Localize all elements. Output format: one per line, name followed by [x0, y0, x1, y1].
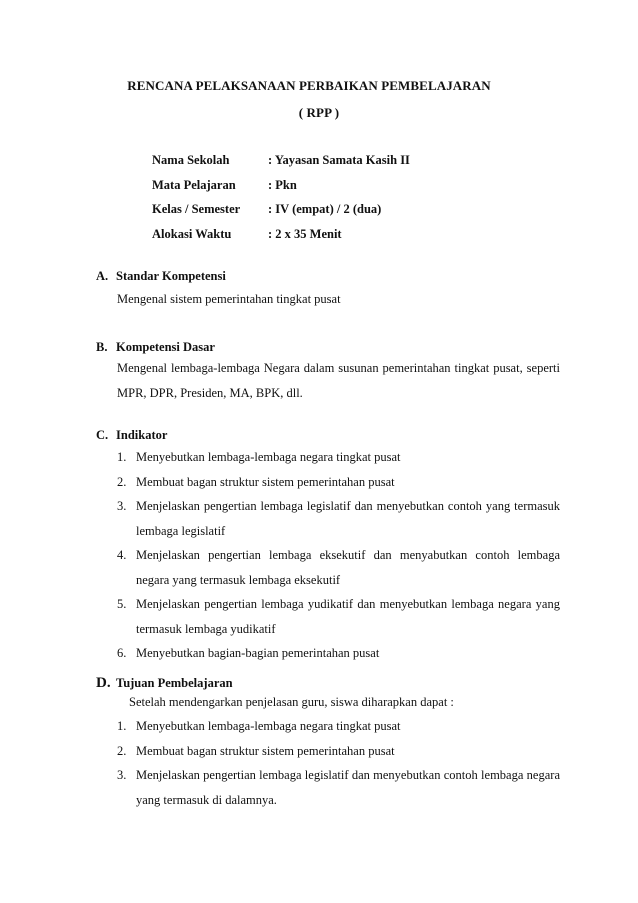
section-letter: D. — [96, 675, 111, 691]
list-text: Menyebutkan bagian-bagian pemerintahan pusat — [136, 646, 380, 660]
list-item — [117, 494, 560, 543]
section-a-text: Mengenal sistem pemerintahan tingkat pusat — [117, 292, 341, 306]
list-number: 5. — [117, 597, 127, 611]
section-title: Standar Kompetensi — [116, 269, 226, 283]
info-label: Nama Sekolah — [152, 153, 230, 167]
list-number: 3. — [117, 499, 127, 513]
list-item — [117, 739, 560, 764]
info-value: : Pkn — [268, 177, 297, 192]
section-letter: C. — [96, 428, 109, 442]
list-item — [117, 763, 560, 812]
info-label: Alokasi Waktu — [152, 226, 232, 241]
list-text: Menjelaskan pengertian lembaga legislatif dan menyebutkan contoh yang termasuk lembaga legislatif — [136, 499, 560, 538]
list-text: Menyebutkan lembaga-lembaga negara tingkat pusat — [136, 450, 401, 464]
section-b-text: Mengenal lembaga-lembaga Negara dalam susunan pemerintahan tingkat pusat, seperti MPR, DPR, Presiden, MA, BPK, dll. — [117, 361, 560, 400]
info-value: : 2 x 35 Menit — [268, 226, 342, 241]
list-number: 3. — [117, 768, 127, 782]
info-value: : IV (empat) / 2 (dua) — [268, 202, 382, 216]
list-number: 4. — [117, 548, 127, 562]
list-number: 6. — [117, 646, 127, 660]
identity-block — [152, 153, 410, 251]
list-item — [117, 714, 560, 739]
info-value: : Yayasan Samata Kasih II — [268, 153, 410, 167]
list-item — [117, 641, 560, 666]
list-number: 2. — [117, 743, 127, 758]
section-letter: B. — [96, 340, 108, 354]
document-title: RENCANA PELAKSANAAN PERBAIKAN PEMBELAJARAN — [127, 78, 491, 93]
list-item — [117, 592, 560, 641]
indicator-list — [117, 445, 560, 666]
list-text: Membuat bagan struktur sistem pemerintahan pusat — [136, 474, 395, 489]
list-text: Menjelaskan pengertian lembaga yudikatif dan menyebutkan lembaga negara yang termasuk lembaga yudikatif — [136, 597, 560, 636]
section-b-heading — [96, 340, 215, 355]
info-row — [152, 178, 410, 203]
document-subtitle: ( RPP ) — [298, 105, 340, 120]
section-letter: A. — [96, 269, 109, 283]
list-text: Membuat bagan struktur sistem pemerintahan pusat — [136, 743, 395, 758]
list-item — [117, 445, 560, 470]
section-title: Tujuan Pembelajaran — [116, 676, 233, 690]
info-label: Mata Pelajaran — [152, 177, 236, 192]
section-d-intro: Setelah mendengarkan penjelasan guru, siswa diharapkan dapat : — [129, 695, 454, 709]
info-row — [152, 227, 410, 252]
list-text: Menyebutkan lembaga-lembaga negara tingkat pusat — [136, 719, 401, 733]
list-item — [117, 470, 560, 495]
info-label: Kelas / Semester — [152, 202, 241, 216]
list-number: 2. — [117, 474, 127, 489]
list-text: Menjelaskan pengertian lembaga eksekutif dan menyabutkan contoh lembaga negara yang termasuk lembaga eksekutif — [136, 548, 560, 587]
section-c-heading — [96, 428, 167, 443]
list-text: Menjelaskan pengertian lembaga legislatif dan menyebutkan contoh lembaga negara yang termasuk di dalamnya. — [136, 768, 560, 807]
objective-list — [117, 714, 560, 812]
list-number: 1. — [117, 719, 127, 733]
section-a-heading — [96, 269, 226, 284]
section-title: Indikator — [116, 428, 168, 442]
info-row — [152, 153, 410, 178]
list-number: 1. — [117, 450, 127, 464]
info-row — [152, 202, 410, 227]
list-item — [117, 543, 560, 592]
section-title: Kompetensi Dasar — [116, 340, 215, 354]
